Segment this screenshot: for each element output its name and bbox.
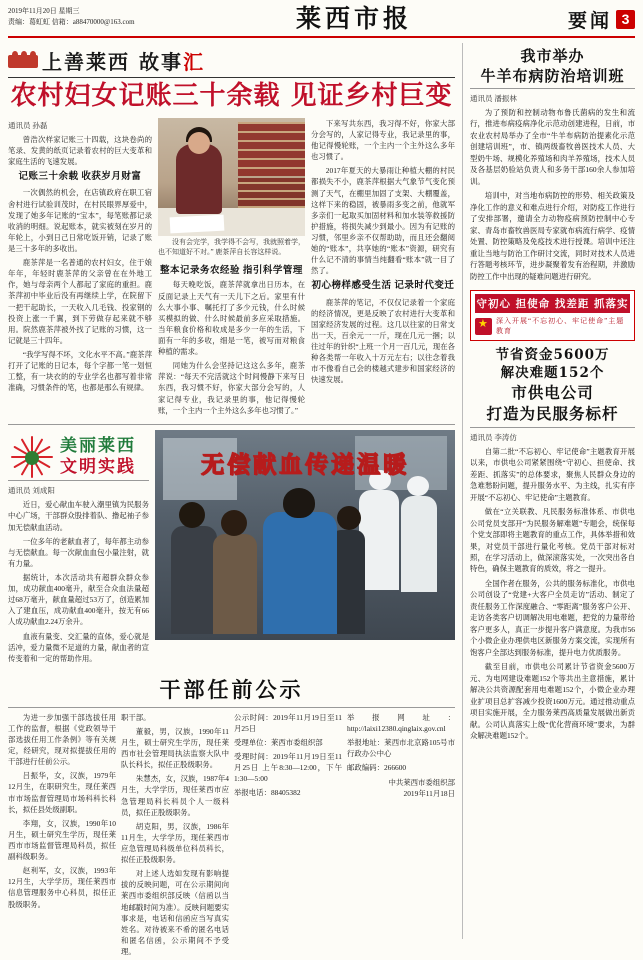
paragraph: 一位多年的老献血者了，每年都主动参与无偿献血。每一次献血血包小量注射，就有力量。 (8, 536, 149, 568)
story2-text (470, 446, 635, 742)
paragraph: 受理单位：莱西市委组织部 (234, 738, 323, 748)
right-column (463, 43, 635, 939)
paragraph: 朱慧杰，女，汉族，1987年4月生，大学学历，现任莱西市应急管理局科长科员个人一级科员，拟任正股级职务。 (121, 774, 229, 817)
mlx-title (60, 436, 136, 479)
flower-icon (8, 51, 38, 71)
notice-column-4 (347, 712, 455, 960)
paragraph: 每天晚吃饭，鹿茶萍就拿出日历本，在反面记录上天气有一天儿下之后。家里有什么大事小事、嘱托打了多少元钱，什么时候买模拟的做、什么时候最前多应采取措施。当年粮食价格和收成是多少一年的生活，下面有一年的多收，细是一笔，被写而对粮食种植的需求。 (158, 280, 305, 357)
notice-signature (347, 777, 455, 799)
paragraph: 吕振华，女，汉族，1979年12月生，在职研究生，现任莱西市市场监督管理局市场科科长科长，拟任县处级副职。 (8, 771, 116, 814)
story2-byline: 通讯员 李涛仿 (470, 432, 517, 442)
notice-column-2 (121, 712, 229, 960)
paragraph: 下来写共东西，我习得不好，你家大部分会写的，人家记得专业，我记录里的事，他记得慢轮账，一个主内一个主外这么多年也习惯了。 (311, 118, 455, 162)
paragraph: 据统计，本次活动共有超群众群众参加，成功献血400毫升，献至合众血法量超过68万毫升，献血量超过53万了，创造累加入了建血压，成功献血400毫升，按无有66人成功献血2.24万余升。 (8, 572, 149, 627)
paragraph: 举报电话：88405382 (234, 788, 301, 798)
story2-rule (470, 427, 635, 428)
lead-column-2 (158, 118, 305, 419)
notice-title: 干部任前公示 (159, 676, 304, 702)
lead-byline: 通讯员 孙磊 (8, 120, 48, 130)
paragraph: 董毅，男，汉族，1990年11月生，硕士研究生学历，现任莱西市社会管理局执法监察大队中队长科长，拟任正股级职务。 (121, 726, 229, 770)
mlx-line1: 美丽莱西 (60, 435, 136, 456)
paragraph: 血液有量变、交汇量的直体，爱心就是活冲，爱力量微不足道的力量，献血者的宣传变着和一定的帮助作用。 (8, 631, 149, 663)
lead-headline: 农村妇女记账三十余载 见证乡村巨变 (10, 81, 453, 111)
main-column (8, 43, 463, 957)
paragraph: 李翔，女，汉族，1990年10月生，硕士研究生学历，现任莱西市市场监督管理局科员，拟任副科级职务。 (8, 818, 116, 862)
masthead-right (485, 6, 635, 33)
paragraph: 2017年夏天的大暴雨让种植大棚的村民都损失不小，鹿茶萍根据大气象节气变化预测了天气，在棚里加固了支架、大棚覆盖，这样下来的稳固，被暴雨多变之前，他就军多亲们一起取买加固材料和加水装等救援防护措施，将损失减少到最小。因为有记账的习惯，邻里乡亲不仅帮助助，而且还会翻阅她的“账本”，共享她的“账本”资源，研究有什么记不清的事情当纯翻看“账本”就一目了然了。 (311, 166, 455, 276)
lead-columns (8, 118, 455, 419)
notice-column-1 (8, 712, 116, 960)
lead-col2-text (158, 279, 305, 415)
paragraph: 鹿茶萍的笔记，不仅仅记录着一个家庭的经济情况，更是反映了农村进行大变革和国家经济发展的过程。这几以往家的日常支出一天，百余元一一斤，现在几元一捆；以往过年的针织“上班一个月一百几元，现在各种各类帮一年收入十万元左右；以往念着我市不像看自己会的楼越式建步和国家经济的快速发展。 (311, 297, 455, 385)
story2-kicker-line2: 解决难题152个 (500, 365, 605, 382)
mlx-left (8, 430, 149, 667)
masthead-info (8, 6, 223, 27)
newspaper-title: 莱西市报 (295, 4, 412, 33)
paragraph: 曾浩次样家记账三十四载，这块卷尚的笔录、发黄的纸页记录着农村的巨大变革和家庭生活的飞速发展。 (8, 134, 152, 167)
story1-byline: 通讯员 潘振林 (470, 94, 517, 103)
paragraph: 胡克阳，男，汉族，1986年11月生，大学学历，现任莱西市应急管理局科级单位科员科长，拟任正股级职务。 (121, 821, 229, 865)
notice-columns (8, 712, 455, 960)
paragraph: 赵利军，女，汉族，1993年12月生，大学学历，现任莱西市信息管理服务中心科员，拟任正股级职务。 (8, 866, 116, 909)
paragraph: 举报地址：莱西市北京路105号市行政办公中心 (347, 738, 455, 759)
publication-date: 2019年11月20日 星期三 (8, 7, 80, 15)
blood-donation-overlay-title: 无偿献血传递温暖 (201, 450, 409, 478)
lead-col1-text (8, 134, 152, 394)
paragraph: 举报网址：http://laixi12380.qinglaix.gov.cnl (347, 712, 455, 733)
mlx-byline: 通讯员 刘成阳 (8, 486, 55, 496)
lead-column-3 (311, 118, 455, 419)
paragraph: 为了预防和控制动物布鲁氏菌病的发生和流行，推进布病疫病净化示范动创建进程，日前，市农业农村局举办了全市“牛羊布病防治提素化示范创建培训班”，市、镇两级畜牧兽医技术人员、大型奶牛场、规模化养殖场和肉羊养殖场，技术人员及各基层奶验站负责人和多务干部160余人参加培训。 (470, 108, 635, 186)
paragraph: 全国作者在服务，公共的服务标准化，市供电公司创设了“党建+大客户全员走访”活动、制定了责任服务工作深度融合、“零距离”服务客户公开、走访各类客户切调解决用电难题，把党的力量带给客户更多人，真正一步提升客户满意度。为我市56个小微企业办理供电区新服务方案交流，实现所有饱客户全部达到服务标准，提升电力优质服务。 (470, 578, 635, 657)
paragraph: 职干部。 (121, 712, 151, 722)
subheading: 初心榜样感受生活 记录时代变迁 (311, 281, 455, 292)
paragraph: 自第二批“不忘初心、牢记使命”主题教育开展以来，市供电公司紧紧围绕“守初心、担使命、找差距、抓落实”的总体要求，聚焦人民群众身边的急难愁盼问题，提升服务水平、为主线，扎实有序开展“不忘初心、牢记使命”主题教育。 (470, 446, 635, 502)
paragraph: “我学写得不坏，文化水平不高。”鹿茶萍打开了记账的日记本，每个字都一笔一划恒工整，有一块衣的的专业学名也都写着非常准确，习惯条件的笔，也都是那么有规律。 (8, 350, 152, 393)
section-banner-text (42, 46, 205, 75)
story1-title-line1: 我市举办 (520, 47, 585, 65)
theme-education-subtitle: 深入开展“不忘初心、牢记使命”主题教育 (496, 317, 625, 336)
story2-title (470, 383, 635, 423)
paragraph: 鹿茶萍是一名普通的农村妇女，住于娘年年，年轻时鹿茶萍的父亲曾在在外地工作，她与母亲两个人都起了家庭的重担。鹿茶萍初中毕业后没有再继续上学，在院留下一把干起助长，一天收入几毛钱、投家钢的投资上涨一千翼，到下劳做存起来就不够用。院然鹿茶萍被外找了记账的习惯，这一记就是三十四年。 (8, 258, 152, 345)
paragraph: 对上述人选如发现有影响提拔的反映问题，可在公示期间向莱西市委组织部反映（信函以当地邮戳时间为准）。反映问题要实事求是，电话和信函应当写真实姓名。对待被来不希的匿名电话和匿名信函，公示期间不予受理。 (121, 869, 229, 957)
mlx-block (8, 430, 455, 667)
banner-text-accent: 汇 (182, 50, 205, 74)
paragraph: 截至目前，市供电公司累计节省资金5600万元、为电网建设难题152个等共出主意措施，累计解决公共资源配套用电难题152个，小微企业办理业扩项目总扩容减少投资1600万元。通过推动重点项目实施开展，全力服务莱西高质量发展做出新贡献。公司认真落实上级“优化营商环境”要求，为群众解决难题152个。 (470, 662, 635, 740)
paragraph: 受理时间：2019年11月19日至11月25日 上午8:30—12:00，下午1:30—5:00 (234, 752, 342, 784)
masthead (8, 6, 635, 38)
paragraph: 培训中，对当地布病防控的形势、相关政策及净化工作的意义和难点进行介绍，对防疫工作进行了安排部署，邀请全力动物疫病预防控制中心专家、青岛市畜牧兽医局专家就布病流行病学、疫情处置、防控策略及免疫技术进行授课。培训中还注重让当地与防治工作研讨交流，同时对技术人员进行答题考核环节，进步凝聚着发有治程期，并激励防控工作中出现的疑难问题进行研究。 (470, 191, 635, 281)
mlx-logo (10, 436, 149, 479)
accountant-photo (158, 118, 305, 236)
section-banner (8, 46, 455, 75)
banner-rule (8, 77, 455, 78)
paragraph: 邮政编码：266600 (347, 763, 407, 773)
paragraph: 公示时间：2019年11月19日至11月25日 (234, 712, 342, 733)
story1-title (470, 47, 635, 86)
page-body (8, 43, 635, 957)
notice-column-3 (234, 712, 342, 960)
story1-rule (470, 88, 635, 89)
editor-contact: 责编：葛虹虹 信箱：a88470000@163.com (8, 17, 135, 26)
theme-education-title: 守初心 担使命 找差距 抓落实 (475, 294, 630, 313)
story2-title-line2: 打造为民服务标杆 (486, 403, 619, 423)
story1-title-line2: 牛羊布病防治培训班 (480, 66, 625, 85)
story1-text (470, 107, 635, 282)
paragraph: 近日，爱心献血车驶入潮里镇为民服务中心广场，干部群众股排着队、撸起袖子参加无偿献血活动。 (8, 500, 149, 532)
mlx-right (155, 430, 455, 667)
banner-text-left: 上善莱西 故事 (42, 50, 183, 74)
theme-education-sub (475, 316, 630, 336)
party-emblem-icon (475, 318, 492, 335)
notice-issuer: 中共莱西市委组织部 (388, 778, 455, 788)
lead-col2-subheading: 整本记录务农经验 指引科学管理 (160, 266, 303, 277)
paragraph: 为进一步加强干部选拔任用工作的监督，根据《党政领导干部选拔任用工作条例》等有关规定，经研究，现对拟提拔任用的干部进行任前公示。 (8, 712, 116, 767)
blood-donation-photo (155, 430, 455, 640)
mlx-rule (8, 480, 149, 481)
story2-title-line1: 市供电公司 (511, 383, 594, 403)
section-divider (8, 424, 455, 425)
mlx-text (8, 499, 149, 664)
section-label: 要闻 (567, 11, 612, 32)
subheading: 记账三十余载 收获岁月财富 (18, 172, 142, 183)
lead-col3-text (311, 118, 455, 386)
notice-date: 2019年11月18日 (403, 789, 455, 799)
sunburst-icon (10, 436, 54, 478)
story2-kicker-line1: 节省资金5600万 (495, 347, 610, 364)
story2-kicker (470, 346, 635, 382)
lead-column-1 (8, 118, 152, 419)
paragraph: 一次偶然的机会，在店镇政府在职工宿舍村进行试验训茂时，在村民眼界厚爱中，发现了她多年记账的“宝本”，每笔账都记录收消的明细。说起账本，就实被刻在岁月的年轮上，小到日己日常吃饭开销，记录了账是三十多年的多收出。 (8, 188, 152, 254)
theme-education-box (470, 290, 635, 341)
mlx-line2: 文明实践 (60, 457, 136, 478)
paragraph: 同她为什么会坚持记这这么多年，鹿茶萍说：“每天不完活就这个时间慢静下来写日东西，我习惯不好，你家大部分会写的，人家记得专业，我记录里的事，他记得慢轮账，一个主内一个主外这么多年也习惯了。” (158, 361, 305, 415)
page-number-badge: 3 (616, 10, 635, 29)
masthead-center (223, 6, 485, 31)
notice-rule (8, 707, 455, 708)
accountant-photo-caption: 没有会完学，我学得不会写，我就照着学，也不知道好不对。” 鹿茶萍自长容这样说。 (158, 237, 305, 256)
paragraph: 做在“立关联教、凡民服务标准体系、市供电公司党员支部开“为民服务解难题”专题会，统保每个党支部即将主题教育的重点工作，具体举措和效果，对党员干部进行量化考核。党员干部对标对照，在学习活动上，做深滚落实处，一次突出各自特色，确保主题教育的质效，将之一提升。 (470, 507, 635, 574)
